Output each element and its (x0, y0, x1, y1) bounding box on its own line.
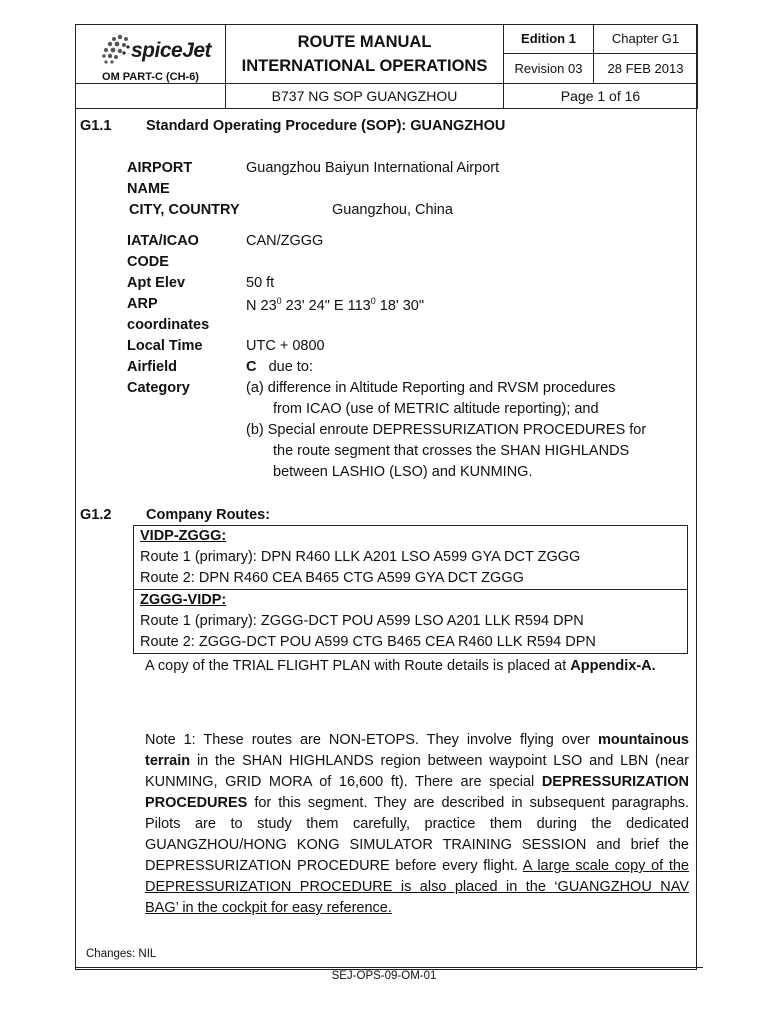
category-letter: C (246, 359, 257, 375)
local-time-value: UTC + 0800 (246, 338, 325, 354)
note-1-terrain: mountainous terrain (145, 732, 689, 769)
category-reason-b-1: (b) Special enroute DEPRESSURIZATION PROCEDURES for (246, 422, 647, 438)
appendix-reference: Appendix-A. (570, 658, 656, 674)
route-line: Route 2: DPN R460 CEA B465 CTG A599 GYA DCT ZGGG (140, 570, 524, 586)
footer-rule (75, 967, 703, 968)
route-direction: VIDP-ZGGG: (140, 528, 227, 544)
note-1-paragraph (145, 730, 689, 919)
code-value: CAN/ZGGG (246, 233, 324, 249)
note-1-underlined-reference: A large scale copy of the DEPRESSURIZATION PROCEDURE is also placed in the ‘GUANGZHOU NAV BAG’ in the cockpit for easy reference. (145, 858, 689, 916)
category-reason-a-1: (a) difference in Altitude Reporting and RVSM procedures (246, 380, 616, 396)
chapter-cell: Chapter G1 (594, 25, 698, 54)
note-1-text-b: in the SHAN HIGHLANDS region between waypoint LSO and LBN (near KUNMING, GRID MORA of 16,600 ft). There are special (145, 753, 689, 790)
airport-name-label-2: NAME (127, 181, 170, 197)
arp-value (246, 296, 424, 314)
spicejet-logo (76, 25, 225, 73)
flight-plan-copy-note (145, 656, 689, 677)
subtitle-cell: B737 NG SOP GUANGZHOU (226, 84, 504, 109)
section-number-g12: G1.2 (80, 507, 112, 523)
document-code: SEJ-OPS-09-OM-01 (331, 970, 437, 982)
spicejet-dots-icon (100, 33, 132, 65)
airport-name-value: Guangzhou Baiyun International Airport (246, 160, 500, 176)
section-number-g11: G1.1 (80, 118, 112, 134)
section-title-g11: Standard Operating Procedure (SOP): GUANGZHOU (146, 118, 506, 134)
note-1-text-c: for this segment. They are described in subsequent paragraphs. Pilots are to study them carefully, practice them during the dedicated GUANGZHOU/HONG KONG SIMULATOR TRAINING SESSION and brief the DEPRESSURIZATION PROCEDURE before every flight. (145, 795, 689, 874)
category-due: due to: (268, 359, 313, 375)
code-label-1: IATA/ICAO (127, 233, 199, 249)
arp-label-1: ARP (127, 296, 158, 312)
brand-name: spiceJet (131, 39, 212, 62)
route-group-vidp-zggg (134, 526, 687, 589)
manual-title-cell (226, 25, 504, 84)
route-group-zggg-vidp (134, 589, 687, 653)
degree-mark: 0 (276, 296, 282, 306)
degree-mark: 0 (370, 296, 376, 306)
om-part-label: OM PART-C (CH-6) (102, 71, 199, 83)
note-1-depressurization: DEPRESSURIZATION PROCEDURES (145, 774, 689, 811)
route-direction: ZGGG-VIDP: (140, 592, 227, 608)
logo-cell (76, 25, 226, 84)
category-reason-a-2: from ICAO (use of METRIC altitude reporting); and (273, 401, 599, 417)
blank-under-logo (76, 84, 226, 109)
category-label-1: Airfield (127, 359, 177, 375)
manual-title-line-2: INTERNATIONAL OPERATIONS (241, 57, 488, 75)
elevation-label: Apt Elev (127, 275, 186, 291)
edition-cell: Edition 1 (504, 25, 594, 54)
page-number-cell: Page 1 of 16 (504, 84, 698, 109)
manual-title-line-1: ROUTE MANUAL (297, 33, 432, 51)
city-country-label: CITY, COUNTRY (129, 202, 240, 218)
arp-mid: 23' 24" E 113 (281, 297, 371, 314)
document-header (75, 24, 698, 109)
route-line: Route 1 (primary): ZGGG-DCT POU A599 LSO A201 LLK R594 DPN (140, 613, 584, 629)
section-title-g12: Company Routes: (146, 507, 271, 523)
route-line: Route 2: ZGGG-DCT POU A599 CTG B465 CEA R460 LLK R594 DPN (140, 634, 596, 650)
category-reason-b-3: between LASHIO (LSO) and KUNMING. (273, 464, 533, 480)
revision-cell: Revision 03 (504, 53, 594, 83)
copy-note-text: A copy of the TRIAL FLIGHT PLAN with Route details is placed at (145, 658, 567, 674)
category-value (246, 359, 313, 375)
arp-end: 18' 30" (375, 297, 424, 314)
arp-lat: N 23 (246, 297, 277, 314)
category-label-2: Category (127, 380, 190, 396)
code-label-2: CODE (127, 254, 169, 270)
changes-label: Changes: NIL (86, 948, 157, 960)
city-country-value: Guangzhou, China (332, 202, 453, 218)
category-reason-b-2: the route segment that crosses the SHAN HIGHLANDS (273, 443, 630, 459)
airport-name-label-1: AIRPORT (127, 160, 193, 176)
arp-label-2: coordinates (127, 317, 210, 333)
company-routes-box (133, 525, 688, 654)
local-time-label: Local Time (127, 338, 203, 354)
route-line: Route 1 (primary): DPN R460 LLK A201 LSO A599 GYA DCT ZGGG (140, 549, 581, 565)
note-1-intro: Note 1: These routes are NON-ETOPS. They involve flying over (145, 732, 590, 748)
elevation-value: 50 ft (246, 275, 275, 291)
date-cell: 28 FEB 2013 (594, 53, 698, 83)
